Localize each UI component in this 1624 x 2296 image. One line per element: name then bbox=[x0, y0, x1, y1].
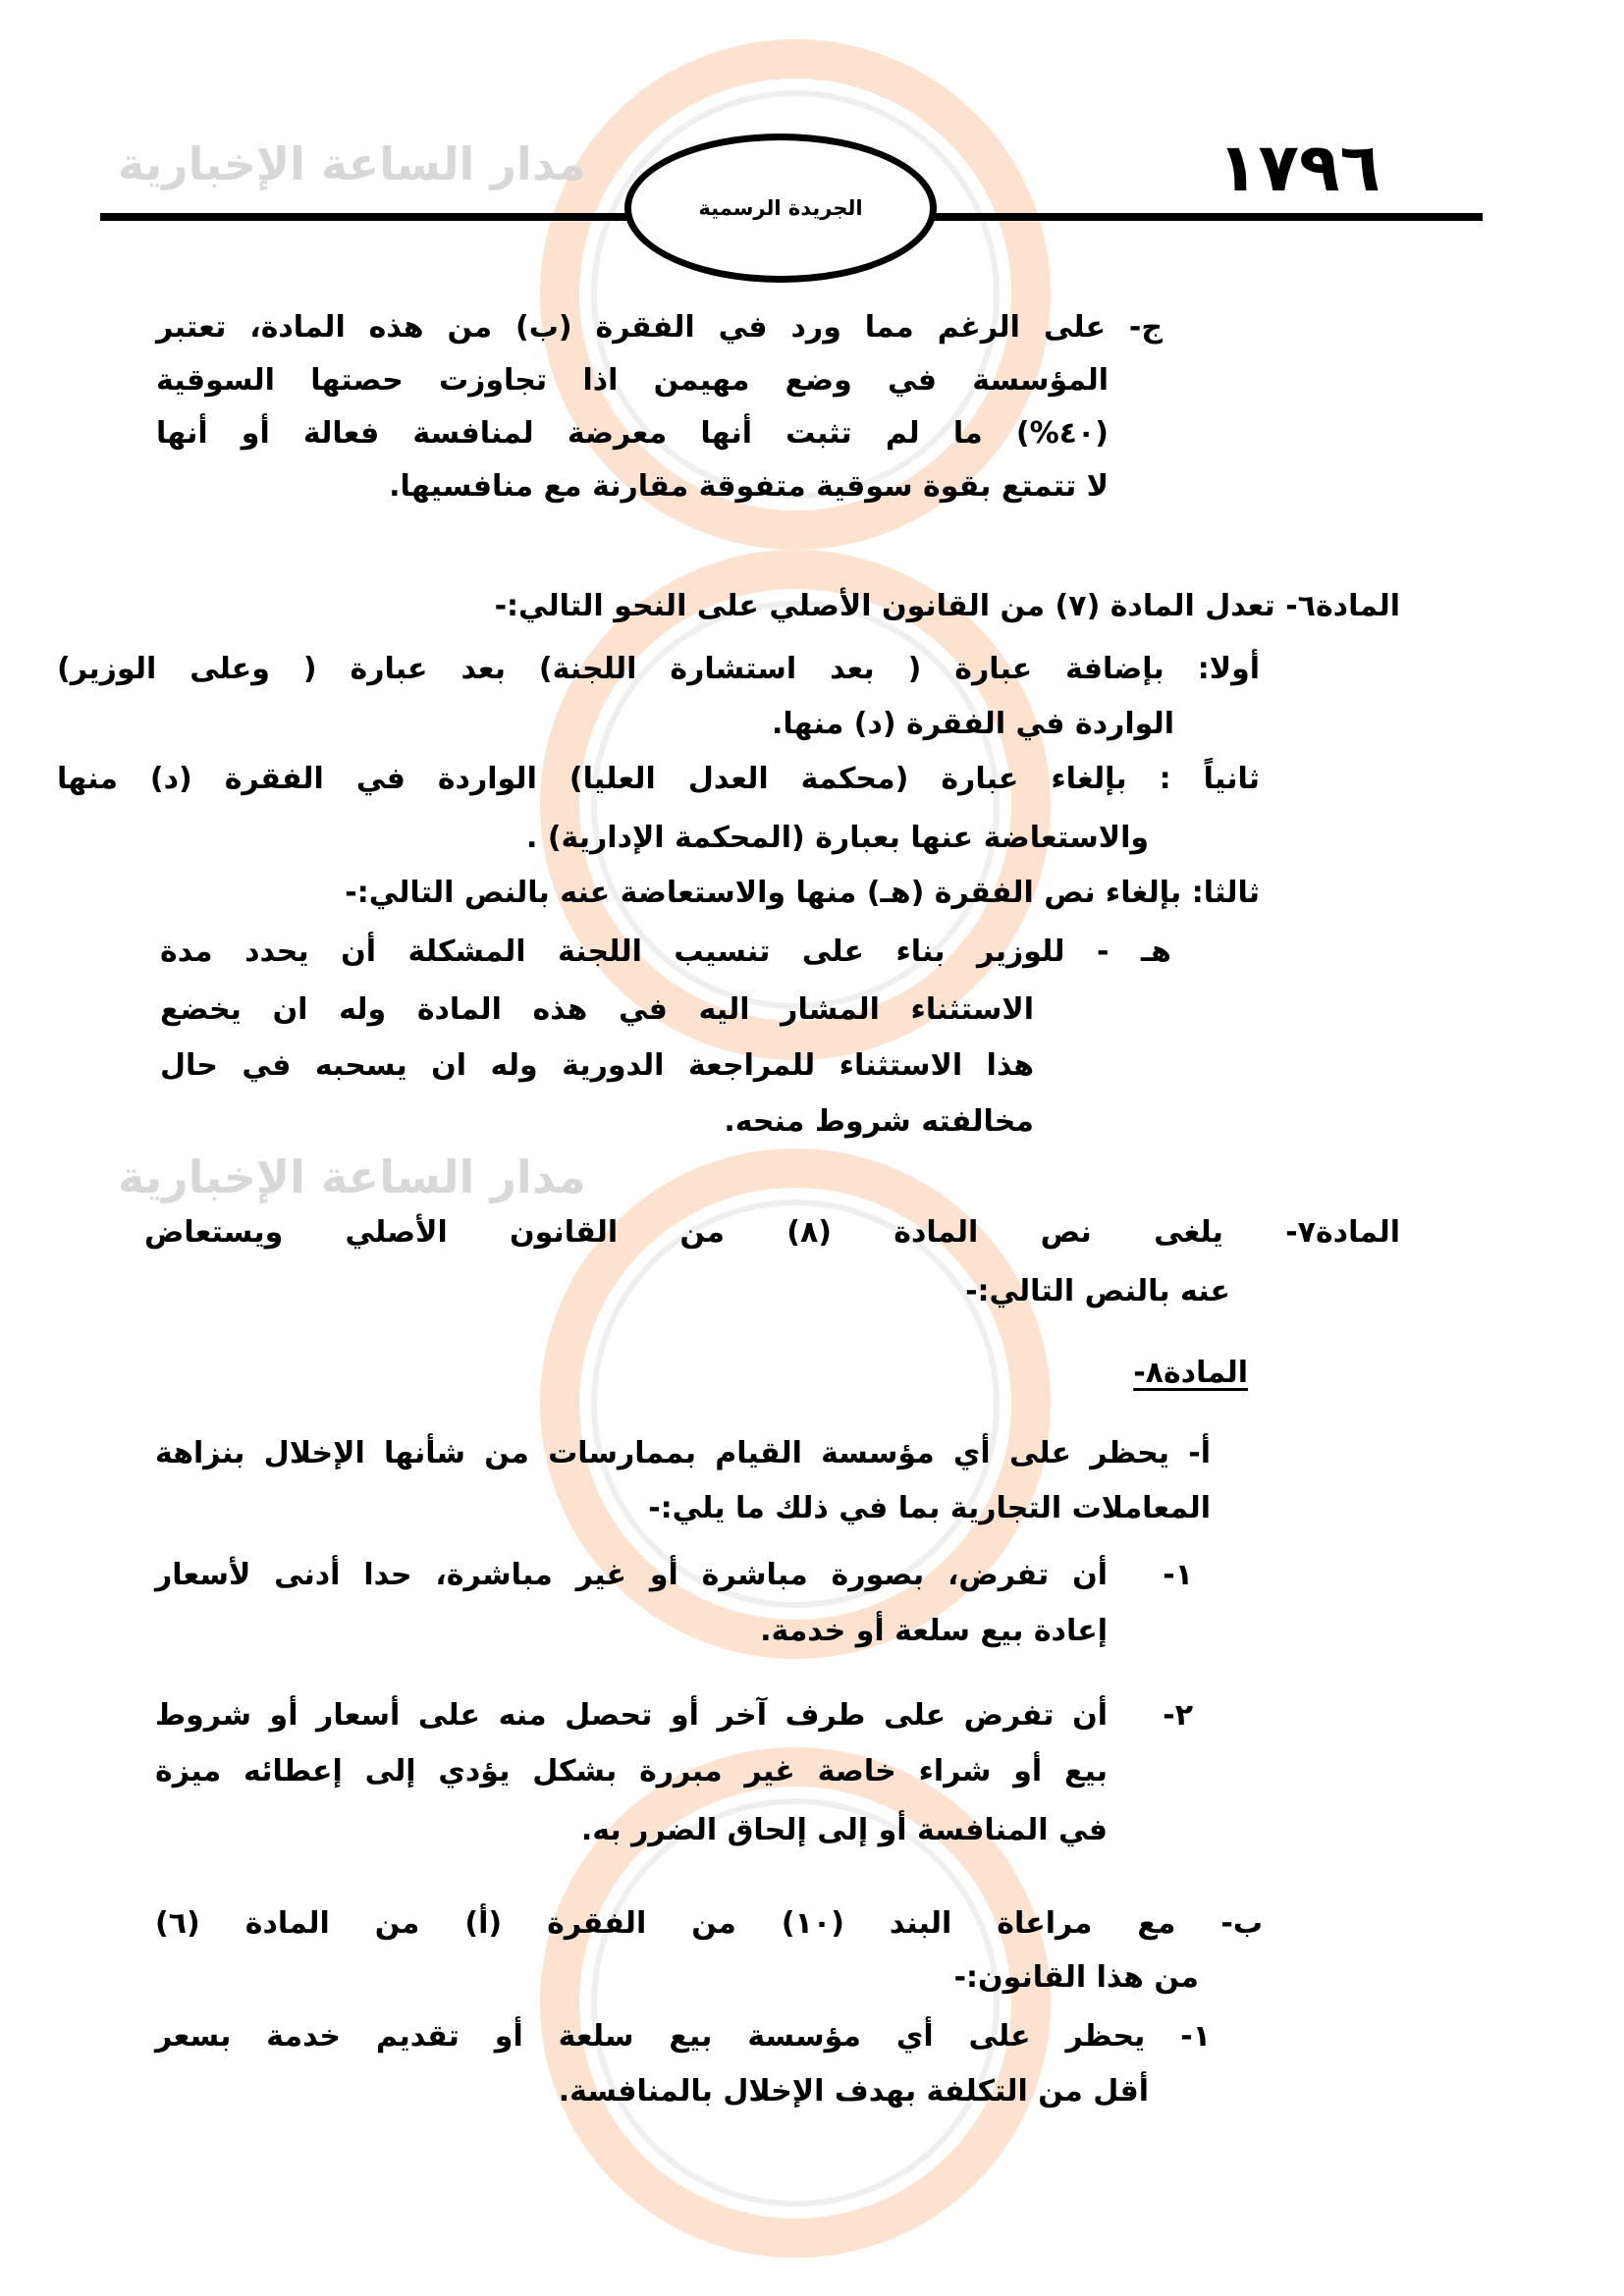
b-item1-line: ١- يحظر على أي مؤسسة بيع سلعة أو تقديم خدمة بسعر bbox=[155, 2019, 1211, 2054]
watermark-text: مدار الساعة الإخبارية bbox=[118, 137, 586, 190]
article8-para-a-line: أ- يحظر على أي مؤسسة القيام بممارسات من شأنها الإخلال بنزاهة bbox=[155, 1436, 1211, 1470]
item2-number: ٢- bbox=[1163, 1698, 1193, 1733]
b-item1-line: أقل من التكلفة بهدف الإخلال بالمنافسة. bbox=[558, 2074, 1149, 2109]
para-h-line: هذا الاستثناء للمراجعة الدورية وله ان يسحبه في حال bbox=[160, 1048, 1034, 1083]
article6-first-line: أولا: بإضافة عبارة ( بعد استشارة اللجنة) بعد عبارة ( وعلى الوزير) bbox=[57, 652, 1260, 686]
item2-line: في المنافسة أو إلى إلحاق الضرر به. bbox=[580, 1813, 1108, 1847]
article6-second-line: ثانياً : بإلغاء عبارة (محكمة العدل العليا) الواردة في الفقرة (د) منها bbox=[57, 762, 1260, 796]
item1-number: ١- bbox=[1163, 1558, 1193, 1592]
gazette-title-oval bbox=[624, 133, 937, 283]
watermark-text: مدار الساعة الإخبارية bbox=[118, 1150, 586, 1203]
item1-line: أن تفرض، بصورة مباشرة أو غير مباشرة، حدا أدنى لأسعار bbox=[155, 1558, 1108, 1592]
para-h-line: هـ - للوزير بناء على تنسيب اللجنة المشكلة أن يحدد مدة bbox=[160, 934, 1171, 969]
item2-line: بيع أو شراء خاصة غير مبررة بشكل يؤدي إلى إعطائه ميزة bbox=[155, 1754, 1108, 1789]
article7-line: عنه بالنص التالي:- bbox=[965, 1274, 1230, 1308]
item2-line: أن تفرض على طرف آخر أو تحصل منه على أسعار أو شروط bbox=[155, 1698, 1108, 1733]
article6-heading: المادة٦- تعدل المادة (٧) من القانون الأصلي على النحو التالي:- bbox=[494, 589, 1400, 623]
gazette-title: الجريدة الرسمية bbox=[698, 196, 863, 220]
para-b-line: من هذا القانون:- bbox=[953, 1960, 1199, 1995]
item1-line: إعادة بيع سلعة أو خدمة. bbox=[760, 1614, 1108, 1648]
article6-first-line: الواردة في الفقرة (د) منها. bbox=[772, 707, 1174, 741]
article8-heading: المادة٨- bbox=[1133, 1356, 1248, 1390]
para-c-line: لا تتمتع بقوة سوقية متفوقة مقارنة مع منافسيها. bbox=[389, 469, 1109, 504]
para-h-line: الاستثناء المشار اليه في هذه المادة وله ان يخضع bbox=[160, 992, 1034, 1027]
page-number: ١٧٩٦ bbox=[1218, 130, 1381, 207]
para-c-line: (٤٠%) ما لم تثبت أنها معرضة لمنافسة فعالة أو أنها bbox=[156, 416, 1109, 451]
article8-para-a-line: المعاملات التجارية بما في ذلك ما يلي:- bbox=[648, 1491, 1211, 1525]
para-c-line: المؤسسة في وضع مهيمن اذا تجاوزت حصتها السوقية bbox=[156, 363, 1109, 398]
article6-third: ثالثا: بإلغاء نص الفقرة (هـ) منها والاستعاضة عنه بالنص التالي:- bbox=[345, 876, 1260, 910]
article7-line: المادة٧- يلغى نص المادة (٨) من القانون الأصلي ويستعاض bbox=[144, 1215, 1400, 1250]
para-h-line: مخالفته شروط منحه. bbox=[724, 1104, 1034, 1139]
para-b-line: ب- مع مراعاة البند (١٠) من الفقرة (أ) من المادة (٦) bbox=[155, 1906, 1263, 1941]
para-c-line: ج- على الرغم مما ورد في الفقرة (ب) من هذه المادة، تعتبر bbox=[156, 310, 1163, 345]
article6-second-line: والاستعاضة عنها بعبارة (المحكمة الإدارية) . bbox=[526, 821, 1149, 855]
